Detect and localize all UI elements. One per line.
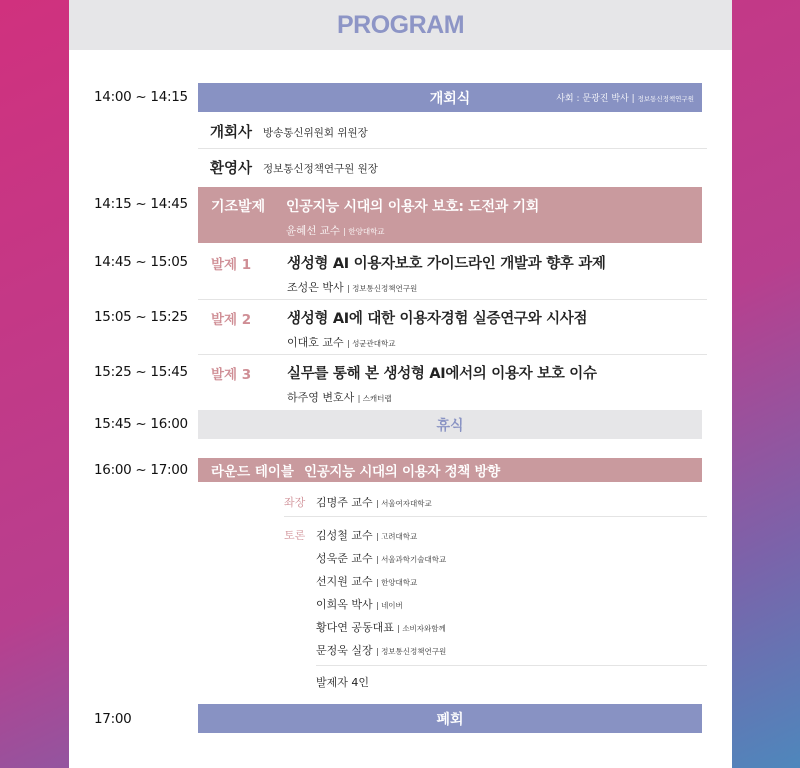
- program-title: PROGRAM: [336, 10, 465, 39]
- panelist-line: 성욱준 교수 | 서울과학기술대학교: [316, 552, 447, 565]
- keynote-block: [198, 187, 702, 243]
- talk-speaker: 하주영 변호사: [287, 391, 355, 404]
- opening-time: 14:00 ~ 14:15: [94, 89, 188, 105]
- panelist-name: 선지원 교수: [316, 575, 373, 588]
- break-bar: [198, 410, 702, 439]
- keynote-title: 인공지능 시대의 이용자 보호: 도전과 기회: [286, 199, 539, 215]
- keynote-speaker: 윤혜선 교수: [286, 225, 341, 237]
- panelist-affil: 서울과학기술대학교: [381, 555, 447, 564]
- panelist-name: 황다연 공동대표: [316, 621, 394, 634]
- keynote-affil: 한양대학교: [348, 227, 385, 236]
- roundtable-label: 라운드 테이블: [211, 464, 294, 480]
- roundtable-bar: [198, 458, 702, 482]
- panelist-line: 문정욱 실장 | 정보통신정책연구원: [316, 644, 447, 657]
- panelist-line: 황다연 공동대표 | 소비자와함께: [316, 621, 446, 634]
- talk-speaker-line: 이대호 교수 | 성균관대학교: [287, 336, 396, 349]
- break-label: 휴식: [436, 417, 464, 434]
- divider: [198, 148, 707, 149]
- opening-speech-person: 방송통신위원회 위원장: [263, 127, 368, 139]
- panel-role: 토론: [284, 529, 306, 542]
- opening-label: 개회식: [429, 90, 471, 107]
- talk-label: 발제 2: [211, 312, 252, 328]
- opening-speech-role: 개회사: [210, 125, 253, 141]
- closing-time: 17:00: [94, 711, 132, 727]
- break-time: 15:45 ~ 16:00: [94, 416, 188, 432]
- talk-affil: 정보통신정책연구원: [352, 284, 418, 293]
- panelist-name: 이희옥 박사: [316, 598, 373, 611]
- panelist-line: 선지원 교수 | 한양대학교: [316, 575, 418, 588]
- talk-speaker-line: 조성은 박사 | 정보통신정책연구원: [287, 281, 418, 294]
- talk-title: 생성형 AI에 대한 이용자경험 실증연구와 시사점: [287, 311, 588, 327]
- talk-time: 15:25 ~ 15:45: [94, 364, 188, 380]
- panelist-name: 성욱준 교수: [316, 552, 373, 565]
- chair-line: 김명주 교수 | 서울여자대학교: [316, 496, 432, 509]
- panelist-affil: 한양대학교: [381, 578, 418, 587]
- roundtable-title: 인공지능 시대의 이용자 정책 방향: [303, 464, 500, 480]
- panelist-affil: 정보통신정책연구원: [381, 647, 447, 656]
- talk-label: 발제 3: [211, 367, 252, 383]
- chair-affil: 서울여자대학교: [381, 499, 432, 508]
- divider: [198, 299, 707, 300]
- welcome-person: 정보통신정책연구원 원장: [263, 163, 378, 175]
- keynote-label: 기조발제: [211, 199, 266, 215]
- talk-speaker: 이대호 교수: [287, 336, 344, 349]
- host-affil: 정보통신정책연구원: [637, 95, 694, 103]
- panelist-name: 김성철 교수: [316, 529, 373, 542]
- chair-name: 김명주 교수: [316, 496, 373, 509]
- divider: [316, 665, 707, 666]
- chair-role: 좌장: [284, 496, 306, 509]
- divider: [284, 516, 707, 517]
- panelist-line: 이희옥 박사 | 네이버: [316, 598, 403, 611]
- program-panel: [69, 0, 732, 768]
- talk-speaker: 조성은 박사: [287, 281, 344, 294]
- roundtable-time: 16:00 ~ 17:00: [94, 462, 188, 478]
- panelist-affil: 고려대학교: [381, 532, 418, 541]
- host-label: 사회 : 문광진 박사: [556, 94, 629, 104]
- divider: [198, 354, 707, 355]
- talk-affil: 성균관대학교: [352, 339, 396, 348]
- talk-title: 생성형 AI 이용자보호 가이드라인 개발과 향후 과제: [287, 256, 606, 272]
- host-note: 사회 : 문광진 박사 | 정보통신정책연구원: [556, 94, 694, 104]
- presenters-note: 발제자 4인: [316, 676, 369, 689]
- talk-speaker-line: 하주영 변호사 | 스캐터랩: [287, 391, 392, 404]
- opening-bar: [198, 83, 702, 112]
- panelist-affil: 네이버: [381, 601, 403, 610]
- talk-time: 15:05 ~ 15:25: [94, 309, 188, 325]
- closing-bar: [198, 704, 702, 733]
- closing-label: 폐회: [436, 711, 464, 728]
- talk-affil: 스캐터랩: [362, 394, 392, 403]
- talk-label: 발제 1: [211, 257, 252, 273]
- keynote-speaker-line: 윤혜선 교수 | 한양대학교: [286, 225, 385, 237]
- panelist-line: 김성철 교수 | 고려대학교: [316, 529, 418, 542]
- panelist-affil: 소비자와함께: [402, 624, 446, 633]
- talk-title: 실무를 통해 본 생성형 AI에서의 이용자 보호 이슈: [287, 366, 597, 382]
- keynote-time: 14:15 ~ 14:45: [94, 196, 188, 212]
- talk-time: 14:45 ~ 15:05: [94, 254, 188, 270]
- panelist-name: 문정욱 실장: [316, 644, 373, 657]
- program-banner: [69, 0, 732, 50]
- welcome-role: 환영사: [210, 161, 253, 177]
